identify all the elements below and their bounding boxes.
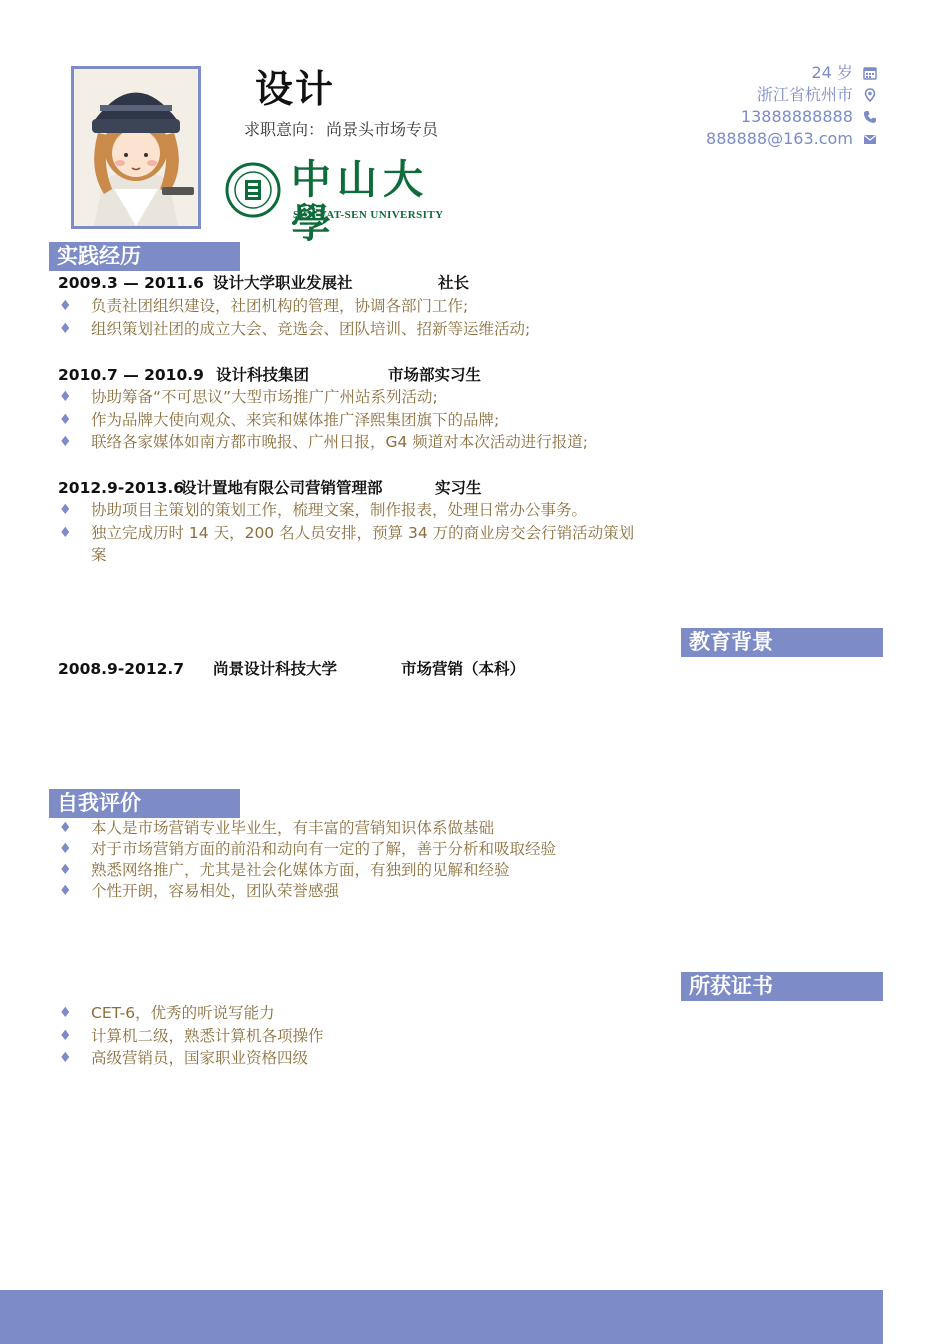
university-logo: [225, 156, 455, 247]
envelope-icon: [863, 132, 877, 146]
experience-bullets: [58, 295, 658, 340]
footer-bar: [0, 1290, 883, 1344]
contact-location: [706, 84, 877, 106]
list-item: ♦ 组织策划社团的成立大会、竞选会、团队培训、招新等运维活动;: [58, 318, 658, 341]
phone-text: 13888888888: [740, 107, 853, 126]
section-header-self-eval: 自我评价: [49, 789, 240, 818]
list-item: ♦ 高级营销员，国家职业资格四级: [58, 1047, 658, 1070]
job-intent-value: 尚景头市场专员: [326, 120, 439, 139]
contact-info: [706, 62, 877, 150]
diamond-bullet-icon: ♦: [59, 411, 72, 428]
diamond-bullet-icon: ♦: [59, 883, 72, 899]
education-major: 市场营销（本科）: [401, 660, 526, 678]
list-item: ♦ CET-6，优秀的听说写能力: [58, 1002, 658, 1025]
experience-org: 设计大学职业发展社: [213, 274, 353, 292]
list-item: ♦ 个性开朗，容易相处，团队荣誉感强: [59, 882, 340, 900]
education-school: 尚景设计科技大学: [213, 660, 338, 678]
experience-org: 设计科技集团: [216, 366, 310, 384]
experience-date: 2012.9-2013.6: [58, 479, 185, 497]
list-item: ♦ 负责社团组织建设，社团机构的管理，协调各部门工作;: [58, 295, 658, 318]
diamond-bullet-icon: ♦: [59, 502, 72, 518]
list-item: ♦ 联络各家媒体如南方都市晚报、广州日报，G4 频道对本次活动进行报道;: [58, 431, 658, 454]
diamond-bullet-icon: ♦: [59, 434, 72, 450]
diamond-bullet-icon: ♦: [59, 1005, 72, 1021]
list-item: ♦ 本人是市场营销专业毕业生，有丰富的营销知识体系做基础: [59, 819, 495, 837]
profile-photo: [71, 66, 201, 229]
experience-entry-head: [58, 364, 658, 386]
education-date: 2008.9-2012.7: [58, 660, 185, 678]
experience-date: 2009.3 — 2011.6: [58, 274, 204, 292]
job-intent-label: 求职意向：: [244, 120, 325, 139]
candidate-name: 设计: [255, 67, 336, 111]
university-name-en: SUN YAT-SEN UNIVERSITY: [293, 209, 444, 221]
experience-entry-head: [58, 477, 658, 499]
phone-icon: [863, 110, 877, 124]
experience-role: 社长: [438, 274, 470, 292]
diamond-bullet-icon: ♦: [59, 820, 72, 836]
university-name-cn: 中山大學: [291, 156, 429, 247]
location-pin-icon: [863, 88, 877, 102]
list-item: ♦ 计算机二级，熟悉计算机各项操作: [58, 1025, 658, 1048]
avatar-illustration: [74, 69, 198, 226]
experience-date: 2010.7 — 2010.9: [58, 366, 204, 384]
experience-bullets: [58, 386, 658, 454]
diamond-bullet-icon: ♦: [59, 389, 72, 405]
email-text: 888888@163.com: [706, 129, 853, 148]
diamond-bullet-icon: ♦: [59, 862, 72, 878]
experience-entry-head: [58, 272, 658, 294]
section-header-practice: 实践经历: [49, 242, 240, 271]
diamond-bullet-icon: ♦: [59, 841, 72, 857]
list-item: ♦ 作为品牌大使向观众、来宾和媒体推广泽熙集团旗下的品牌;: [58, 409, 658, 432]
location-text: 浙江省杭州市: [756, 85, 853, 104]
education-entry: [58, 658, 658, 680]
experience-bullets: [58, 499, 638, 567]
section-header-certificates: 所获证书: [681, 972, 883, 1001]
list-item: ♦ 独立完成历时 14 天，200 名人员安排，预算 34 万的商业房交会行销活动策划案: [59, 523, 635, 564]
contact-phone: [706, 106, 877, 128]
section-header-education: 教育背景: [681, 628, 883, 657]
list-item: ♦ 对于市场营销方面的前沿和动向有一定的了解，善于分析和吸取经验: [59, 840, 557, 858]
list-item: ♦ 熟悉网络推广，尤其是社会化媒体方面，有独到的见解和经验: [59, 861, 510, 879]
diamond-bullet-icon: ♦: [59, 524, 72, 541]
university-seal-icon: [225, 162, 281, 218]
contact-age: [706, 62, 877, 84]
diamond-bullet-icon: ♦: [59, 320, 72, 337]
experience-role: 实习生: [435, 479, 482, 497]
list-item: ♦ 协助筹备“不可思议”大型市场推广广州站系列活动;: [58, 386, 658, 409]
diamond-bullet-icon: ♦: [59, 1027, 72, 1044]
diamond-bullet-icon: ♦: [59, 1050, 72, 1066]
age-text: 24 岁: [811, 63, 853, 82]
experience-org: 设计置地有限公司营销管理部: [181, 479, 383, 497]
certificate-list: [58, 1002, 658, 1070]
calendar-icon: [863, 66, 877, 80]
contact-email: [706, 128, 877, 150]
job-intent: [244, 117, 438, 140]
diamond-bullet-icon: ♦: [59, 298, 72, 314]
experience-role: 市场部实习生: [388, 366, 482, 384]
self-eval-list: [58, 818, 658, 902]
list-item: ♦ 协助项目主策划的策划工作，梳理文案，制作报表，处理日常办公事务。: [58, 499, 638, 522]
